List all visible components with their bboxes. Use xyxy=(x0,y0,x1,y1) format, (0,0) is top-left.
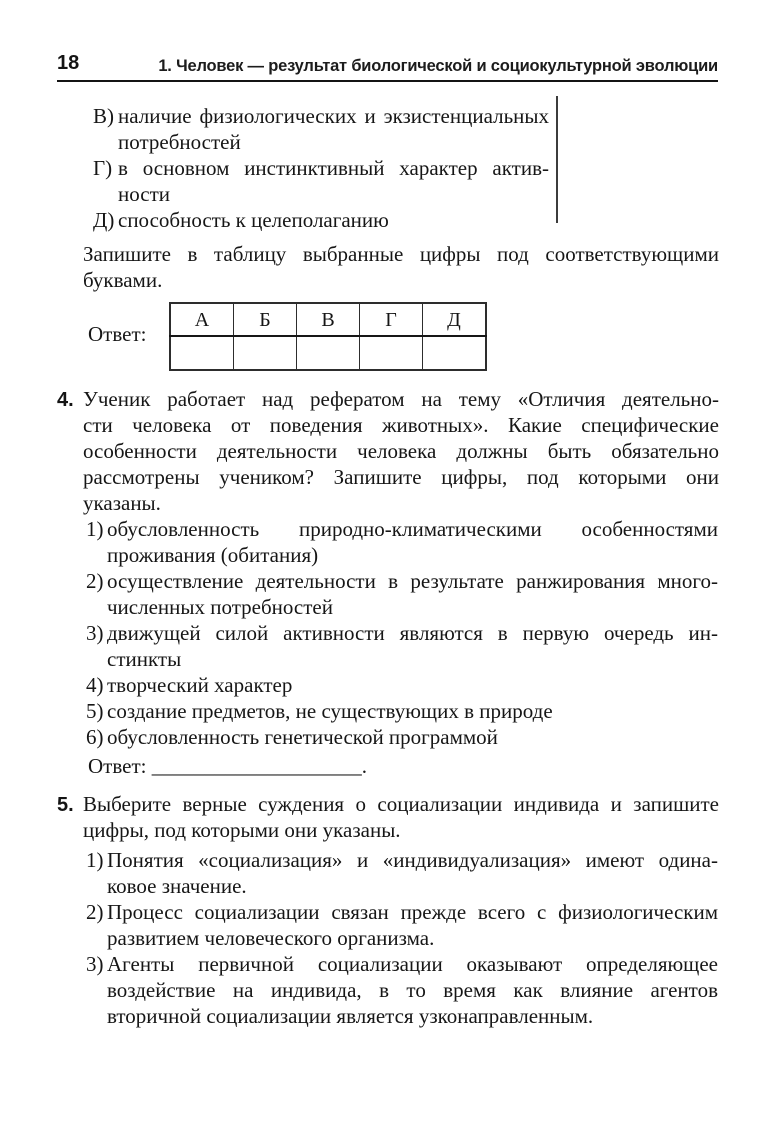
chapter-title: 1. Человек — результат биологической и социокультурной эволюции xyxy=(158,57,718,75)
option-marker: 3) xyxy=(86,952,104,976)
question4-option-5 xyxy=(86,698,718,724)
matching-option-marker: Г) xyxy=(93,156,113,180)
option-text: Процесс социализации связан прежде всего с физиологическим развитием человеческого организма. xyxy=(107,900,718,950)
matching-option-v xyxy=(93,103,549,155)
page-number: 18 xyxy=(57,52,80,74)
answer-table-header-cell: Г xyxy=(360,303,423,336)
question5-options xyxy=(86,847,718,1029)
option-text: создание предметов, не существующих в природе xyxy=(107,699,553,723)
answer-table-header-cell: Д xyxy=(423,303,487,336)
question4-number: 4. xyxy=(57,389,74,411)
answer-table-header-row xyxy=(170,303,486,336)
option-marker: 1) xyxy=(86,848,104,872)
option-marker: 1) xyxy=(86,517,104,541)
table-instruction: Запишите в таблицу выбранные цифры под соответствующими буквами. xyxy=(83,242,719,292)
answer-table-header-cell: В xyxy=(297,303,360,336)
answer-table xyxy=(169,302,487,371)
question5-number: 5. xyxy=(57,794,74,816)
option-marker: 2) xyxy=(86,569,104,593)
answer-label: Ответ: xyxy=(88,322,147,346)
matching-option-text: наличие физиологических и экзистенциальных потребностей xyxy=(118,104,549,154)
option-text: движущей силой активности являются в первую очередь ин- стинкты xyxy=(107,621,718,671)
answer-table-wrap xyxy=(169,302,487,371)
matching-options-list xyxy=(93,103,549,233)
option-text: обусловленность природно-климатическими особенностями проживания (обитания) xyxy=(107,517,718,567)
answer-table-value-cell xyxy=(360,336,423,370)
answer-table-value-cell xyxy=(297,336,360,370)
answer-table-header-cell: А xyxy=(170,303,234,336)
option-marker: 4) xyxy=(86,673,104,697)
question4-option-4 xyxy=(86,672,718,698)
question5-option-3 xyxy=(86,951,718,1029)
question4-option-2 xyxy=(86,568,718,620)
question5-option-1 xyxy=(86,847,718,899)
question4-option-6 xyxy=(86,724,718,750)
column-divider-line xyxy=(556,96,558,223)
matching-option-marker: Д) xyxy=(93,208,115,232)
answer-table-value-cell xyxy=(170,336,234,370)
question4-stem: Ученик работает над рефератом на тему «Отличия деятельно- сти человека от поведения животных». Какие специфические особенности деятельности человека должны быть обязательно рассмотрены учеником? Запишите цифры, под которыми они указаны. xyxy=(83,387,719,515)
question4-answer-blank: Ответ: ____________________. xyxy=(88,754,367,778)
option-text: творческий характер xyxy=(107,673,293,697)
option-text: обусловленность генетической программой xyxy=(107,725,498,749)
option-marker: 6) xyxy=(86,725,104,749)
question4-options xyxy=(86,516,718,750)
option-text: Понятия «социализация» и «индивидуализация» имеют одина- ковое значение. xyxy=(107,848,718,898)
option-marker: 3) xyxy=(86,621,104,645)
matching-option-g xyxy=(93,155,549,207)
answer-table-header-cell: Б xyxy=(234,303,297,336)
option-text: Агенты первичной социализации оказывают определяющее воздействие на индивида, в то время как влияние агентов вторичной социализации является узконаправленным. xyxy=(107,952,718,1028)
option-text: осуществление деятельности в результате ранжирования много- численных потребностей xyxy=(107,569,718,619)
matching-option-text: способность к целеполаганию xyxy=(118,208,389,232)
answer-table-value-cell xyxy=(234,336,297,370)
option-marker: 5) xyxy=(86,699,104,723)
matching-option-d xyxy=(93,207,549,233)
answer-table-value-cell xyxy=(423,336,487,370)
question5-stem: Выберите верные суждения о социализации индивида и запишите цифры, под которыми они указаны. xyxy=(83,792,719,842)
header-rule xyxy=(57,80,718,82)
question5-option-2 xyxy=(86,899,718,951)
matching-option-text: в основном инстинктивный характер актив- ности xyxy=(118,156,549,206)
question4-option-1 xyxy=(86,516,718,568)
matching-option-marker: В) xyxy=(93,104,114,128)
option-marker: 2) xyxy=(86,900,104,924)
question4-option-3 xyxy=(86,620,718,672)
answer-table-value-row xyxy=(170,336,486,370)
